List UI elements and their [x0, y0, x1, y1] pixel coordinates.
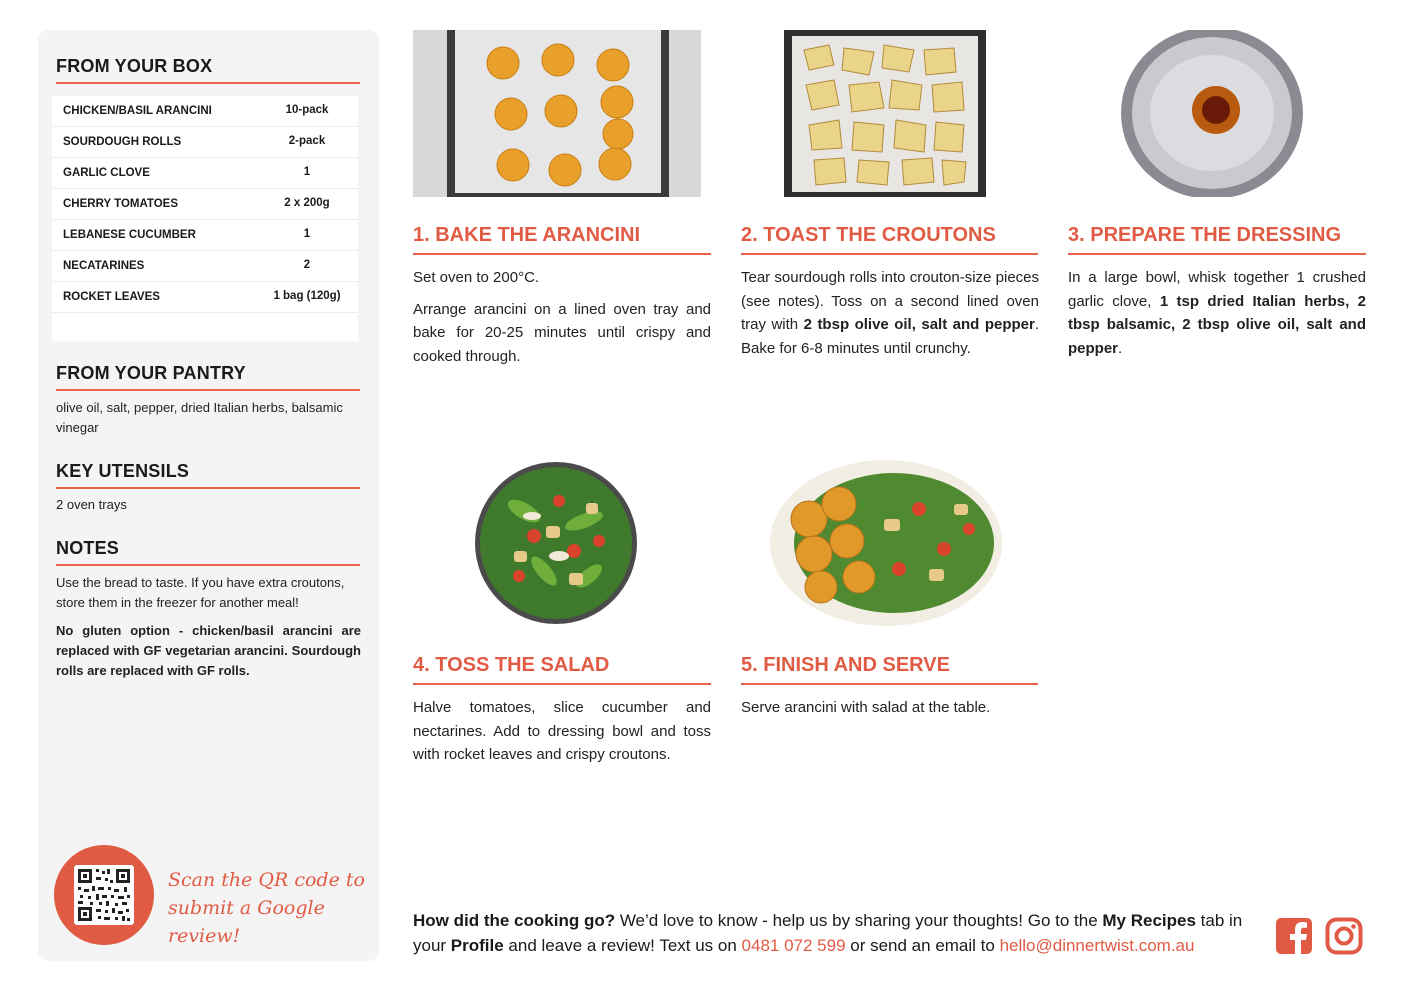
step-2-text — [741, 266, 1039, 368]
step-1-title: 1. BAKE THE ARANCINI — [413, 224, 641, 246]
notes-text: Use the bread to taste. If you have extra croutons, store them in the freezer for another meal! — [56, 575, 345, 610]
notes-title: NOTES — [56, 538, 120, 558]
step-3-text-c: . — [1118, 339, 1123, 357]
ingredient-name: CHERRY TOMATOES — [63, 198, 179, 210]
step-5-text — [741, 696, 1039, 728]
table-row — [52, 189, 358, 220]
footer-text: and leave a review! Text us on — [503, 936, 742, 955]
step-1-text — [413, 266, 711, 376]
ingredient-name: GARLIC CLOVE — [63, 167, 150, 179]
divider — [413, 253, 711, 255]
step-1-photo — [413, 30, 701, 197]
footer-question: How did the cooking go? — [413, 911, 616, 930]
ingredients-table — [52, 96, 358, 341]
ingredient-name: LEBANESE CUCUMBER — [63, 229, 196, 241]
sidebar — [38, 30, 379, 961]
step-4-photo — [474, 461, 638, 625]
ingredient-name: NECATARINES — [63, 260, 145, 272]
ingredient-qty: 2 x 200g — [284, 197, 330, 209]
step-2-title: 2. TOAST THE CROUTONS — [741, 224, 996, 246]
step-2-text-c: . Bake for 6-8 minutes until crunchy. — [741, 316, 1039, 357]
ingredient-qty: 1 bag (120g) — [273, 290, 341, 302]
divider — [413, 683, 711, 685]
ingredient-name: CHICKEN/BASIL ARANCINI — [63, 105, 212, 117]
step-5-photo — [769, 459, 1004, 627]
ingredient-qty: 2 — [303, 259, 311, 271]
step-3-text — [1068, 266, 1366, 368]
qr-code-icon — [74, 865, 134, 925]
profile-link: Profile — [450, 936, 504, 955]
divider — [56, 564, 360, 566]
ingredient-name: ROCKET LEAVES — [63, 291, 160, 303]
table-row — [52, 220, 358, 251]
step-1-line: Set oven to 200°C. — [413, 269, 540, 286]
pantry-title: FROM YOUR PANTRY — [56, 363, 246, 383]
footer-text: We’d love to know - help us by sharing your thoughts! Go to the — [615, 911, 1103, 930]
step-4-text — [413, 696, 711, 775]
utensils-title: KEY UTENSILS — [56, 461, 190, 481]
step-1-line: Arrange arancini on a lined oven tray and bake for 20-25 minutes until crispy and cooked through. — [413, 300, 711, 365]
step-2-text-bold: 2 tbsp olive oil, salt and pepper — [803, 316, 1035, 333]
step-5-line: Serve arancini with salad at the table. — [741, 699, 991, 716]
pantry-text: olive oil, salt, pepper, dried Italian herbs, balsamic vinegar — [56, 400, 343, 435]
table-row — [52, 282, 358, 313]
ingredient-qty: 2-pack — [288, 135, 326, 147]
footer-text: or send an email to — [845, 936, 1000, 955]
step-3-text-a: In a large bowl, whisk together 1 crushed garlic clove, — [1068, 269, 1366, 310]
facebook-icon[interactable] — [1275, 917, 1313, 955]
table-row — [52, 127, 358, 158]
ingredient-qty: 1 — [303, 228, 311, 240]
step-2-text-a: Tear sourdough rolls into crouton-size pieces (see notes). Toss on a second lined oven tray with — [741, 269, 1039, 333]
divider — [56, 487, 360, 489]
qr-caption-line1: Scan the QR code to — [168, 869, 365, 891]
step-2-photo — [784, 30, 986, 197]
table-row — [52, 158, 358, 189]
from-your-box-title: FROM YOUR BOX — [56, 56, 213, 76]
instagram-icon[interactable] — [1325, 917, 1363, 955]
divider — [56, 389, 360, 391]
ingredient-qty: 10-pack — [285, 104, 329, 116]
gluten-free-note: No gluten option - chicken/basil arancini are replaced with GF vegetarian arancini. Sourdough rolls are replaced with GF rolls. — [56, 623, 361, 678]
footer-text: tab in your — [413, 911, 1243, 955]
divider — [741, 683, 1038, 685]
my-recipes-link: My Recipes — [1102, 911, 1196, 930]
step-3-text-bold: 1 tsp dried Italian herbs, 2 tbsp balsamic, 2 tbsp olive oil, salt and pepper — [1068, 292, 1366, 357]
step-3-photo — [1121, 30, 1304, 197]
table-row — [52, 96, 358, 127]
divider — [56, 82, 360, 84]
phone-link[interactable]: 0481 072 599 — [741, 936, 846, 955]
qr-code-badge[interactable] — [54, 845, 154, 945]
table-row — [52, 251, 358, 282]
step-4-title: 4. TOSS THE SALAD — [413, 654, 610, 676]
divider — [1068, 253, 1366, 255]
step-4-line: Halve tomatoes, slice cucumber and nectarines. Add to dressing bowl and toss with rocket leaves and crispy croutons. — [413, 699, 711, 763]
divider — [741, 253, 1038, 255]
feedback-footer — [413, 908, 1263, 958]
step-5-title: 5. FINISH AND SERVE — [741, 654, 950, 676]
utensils-text: 2 oven trays — [56, 497, 127, 512]
ingredient-name: SOURDOUGH ROLLS — [63, 136, 182, 148]
step-3-title: 3. PREPARE THE DRESSING — [1068, 224, 1342, 246]
email-link[interactable]: hello@dinnertwist.com.au — [999, 936, 1195, 955]
qr-caption-line2: submit a Google review! — [168, 897, 325, 947]
ingredient-qty: 1 — [303, 166, 311, 178]
